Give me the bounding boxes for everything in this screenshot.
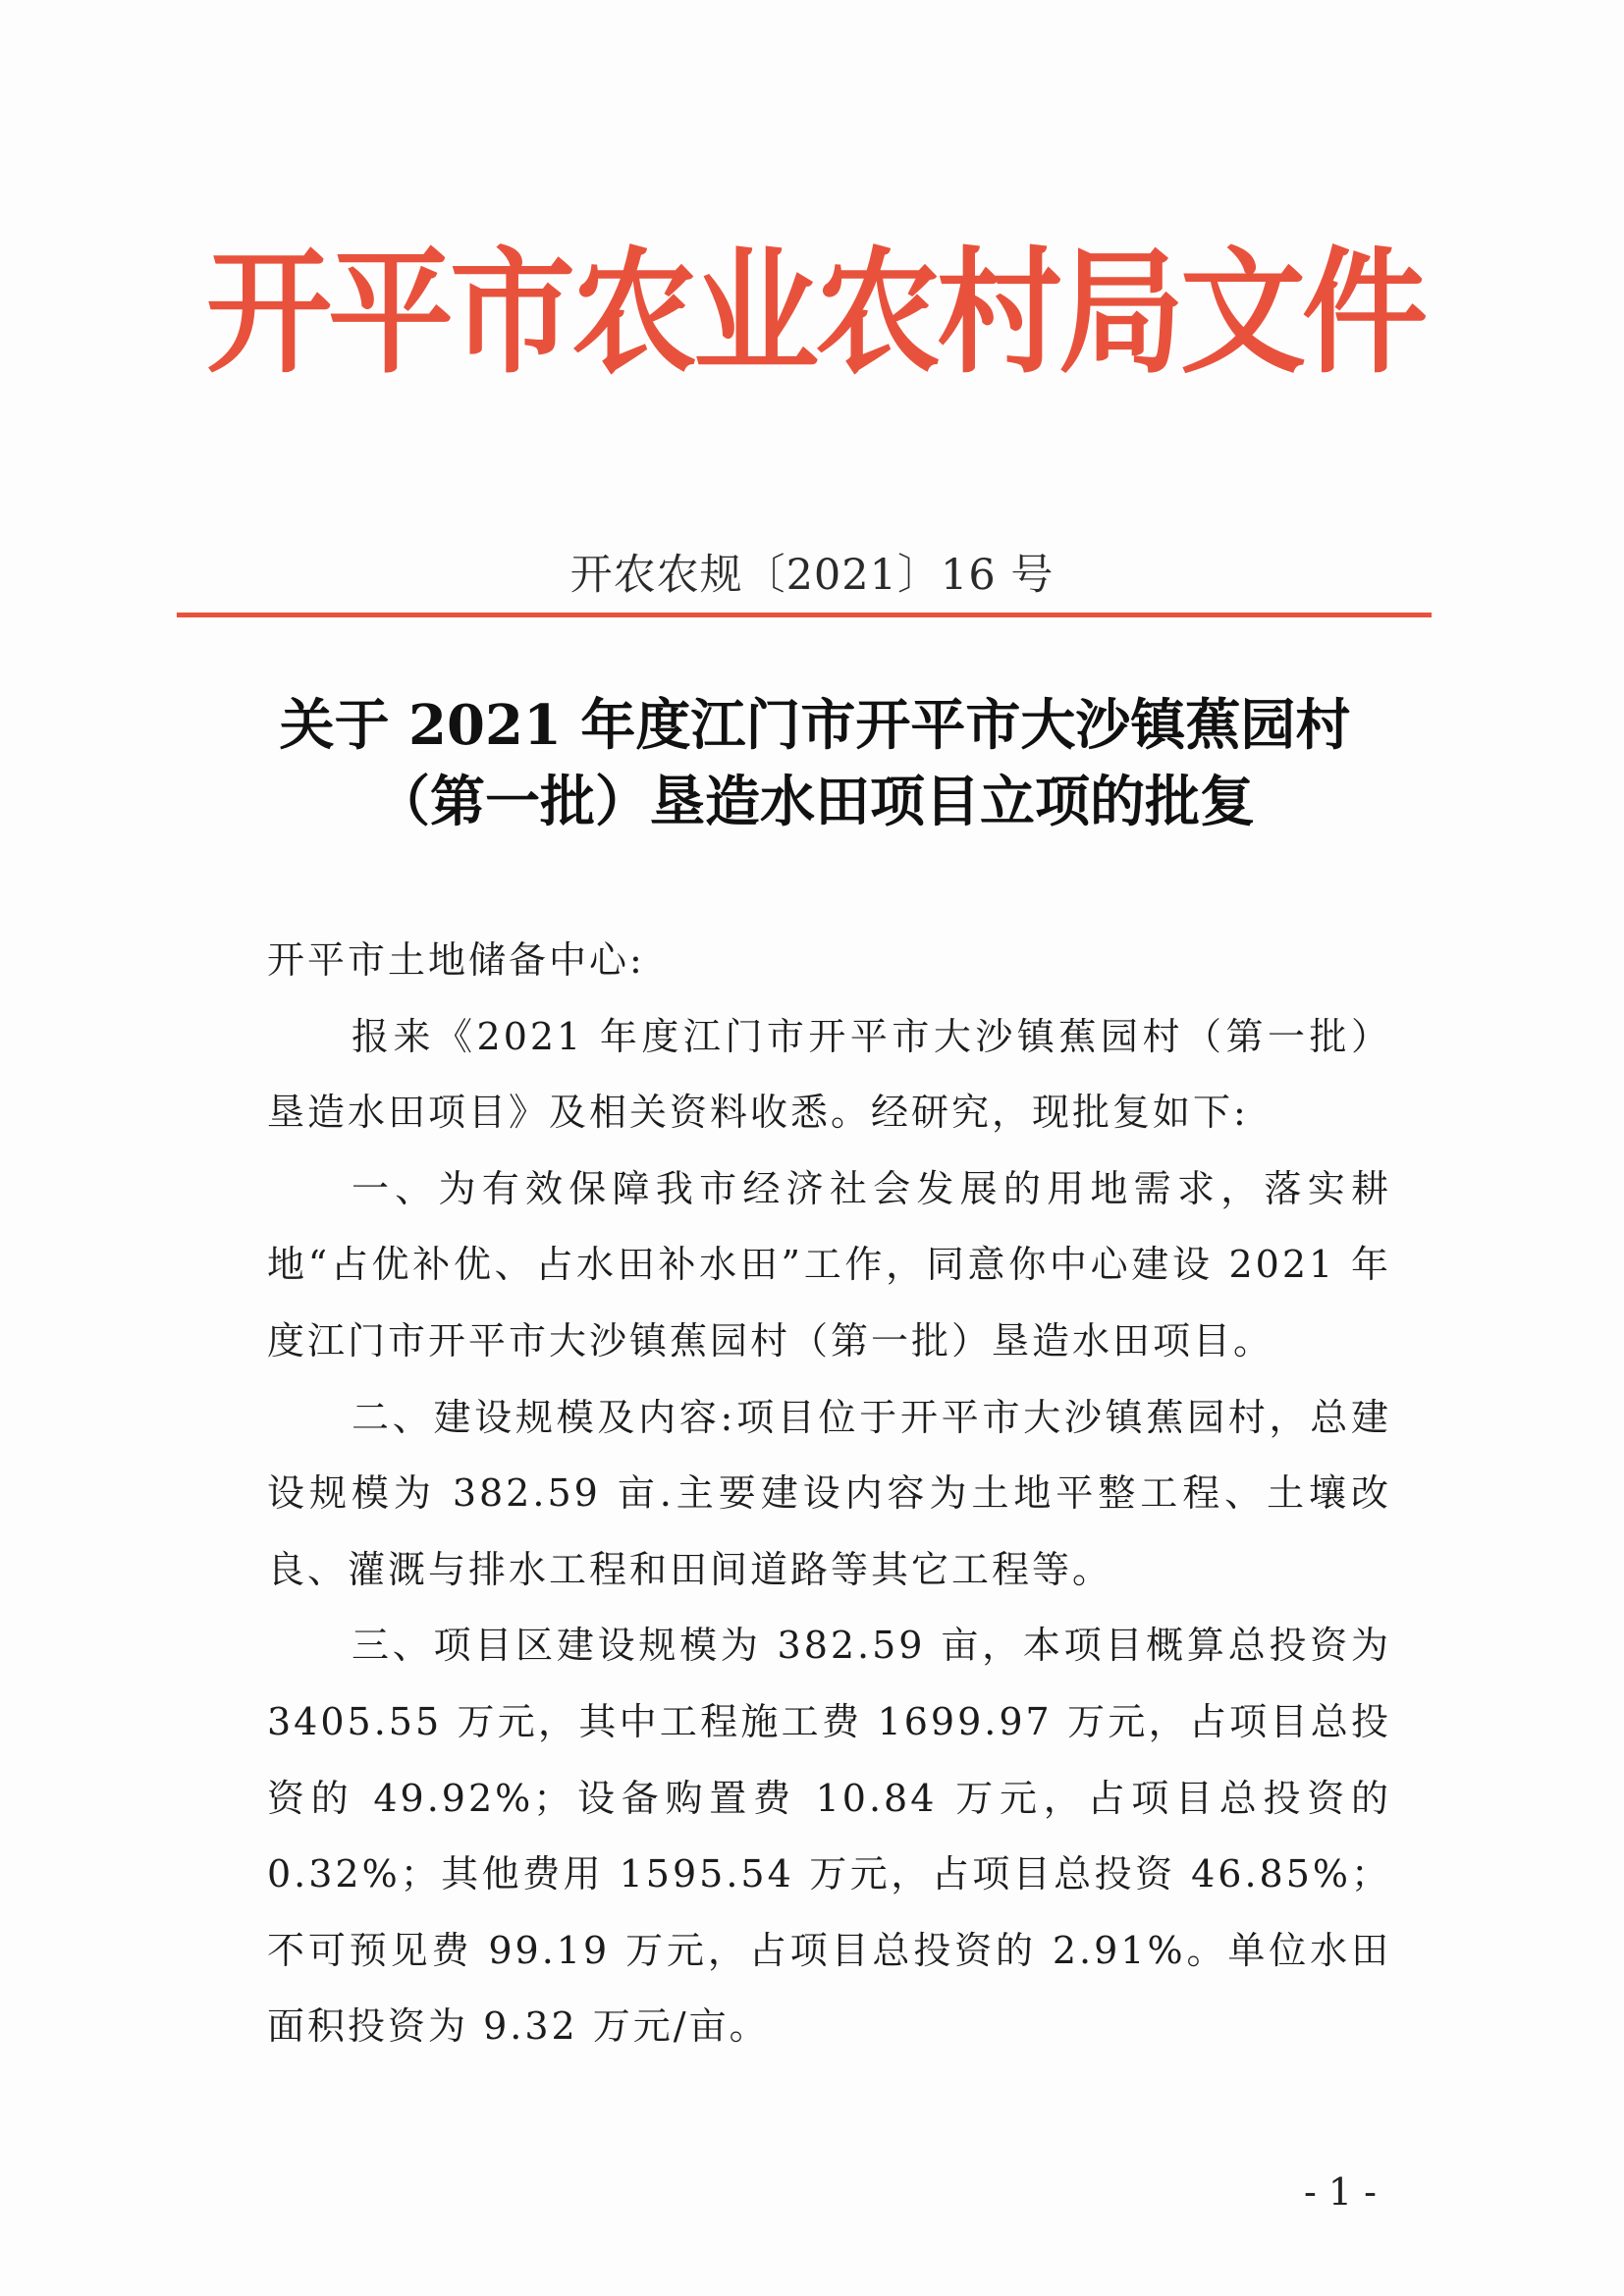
agency-masthead: 开平市农业农村局文件: [205, 235, 1424, 393]
paragraph-item-1: 一、为有效保障我市经济社会发展的用地需求，落实耕地“占优补优、占水田补水田”工作，同意你中心建设 2021 年度江门市开平市大沙镇蕉园村（第一批）垦造水田项目。: [267, 1166, 1391, 1362]
red-divider-line: [177, 613, 1432, 617]
title-line-2: （第一批）垦造水田项目立项的批复: [375, 770, 1255, 834]
title-line-1: 关于 2021 年度江门市开平市大沙镇蕉园村: [279, 693, 1351, 758]
page-number: - 1 -: [1303, 2170, 1377, 2214]
document-body: [267, 923, 1391, 2065]
paragraph-intro: 报来《2021 年度江门市开平市大沙镇蕉园村（第一批）垦造水田项目》及相关资料收悉。经研究，现批复如下:: [267, 1014, 1391, 1135]
paragraph-item-2: 二、建设规模及内容:项目位于开平市大沙镇蕉园村，总建设规模为 382.59 亩.主要建设内容为土地平整工程、土壤改良、灌溉与排水工程和田间道路等其它工程等。: [267, 1395, 1391, 1591]
salutation: 开平市土地储备中心:: [267, 938, 645, 982]
document-title: [177, 687, 1453, 840]
document-number: 开农农规〔2021〕16 号: [569, 551, 1055, 600]
paragraph-item-3: 三、项目区建设规模为 382.59 亩，本项目概算总投资为 3405.55 万元，其中工程施工费 1699.97 万元，占项目总投资的 49.92%；设备购置费 10.84 万元，占项目总投资的 0.32%；其他费用 1595.54 万元，占项目总投资 46.85%；不可预见费 99.19 万元，占项目总投资的 2.91%。单位水田面积投资为 9.32 万元/亩。: [267, 1624, 1391, 2049]
